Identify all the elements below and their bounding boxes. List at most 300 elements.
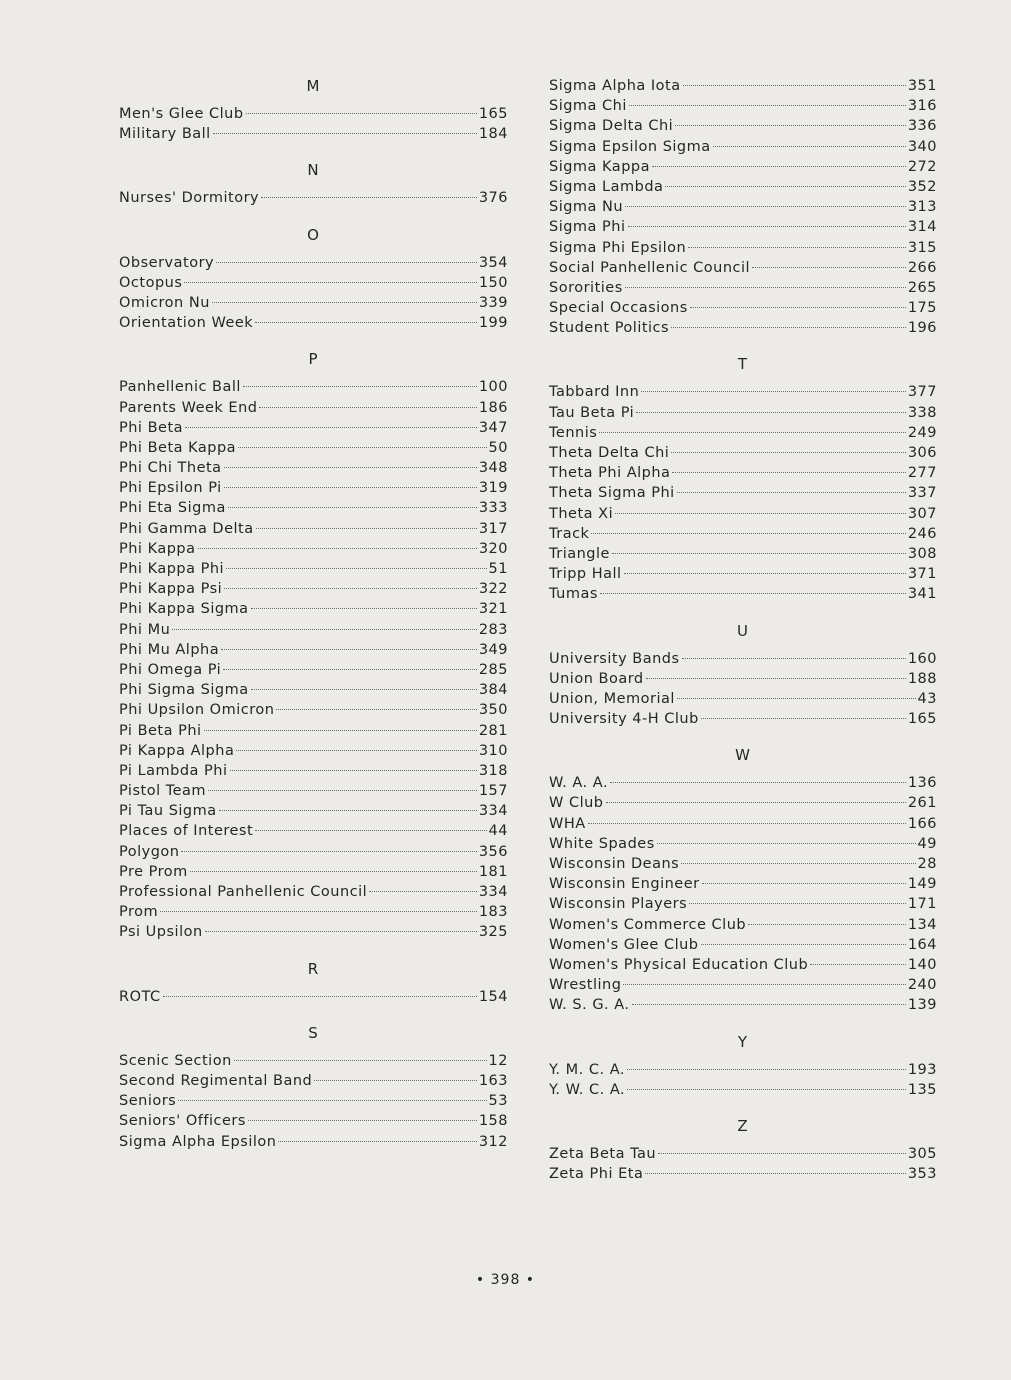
entry-page: 249 [907, 424, 937, 441]
index-entry [119, 1071, 508, 1091]
dot-leader [625, 206, 906, 207]
section-letter: M [306, 77, 321, 95]
index-section [549, 605, 937, 730]
entry-page: 313 [907, 199, 937, 216]
index-entry [119, 478, 508, 498]
dot-leader [230, 770, 477, 771]
entry-page: 164 [907, 936, 937, 953]
index-entry [549, 1144, 937, 1164]
index-entry [119, 1051, 508, 1071]
entry-name: Pre Prom [119, 863, 188, 880]
entry-page: 175 [907, 300, 937, 317]
entry-page: 240 [907, 977, 937, 994]
entry-name: Theta Phi Alpha [549, 465, 671, 482]
entry-name: Sigma Nu [549, 199, 624, 216]
dot-leader [646, 678, 906, 679]
entry-name: Places of Interest [119, 823, 254, 840]
entry-page: 49 [917, 835, 937, 852]
entry-name: Theta Xi [549, 505, 614, 522]
entry-page: 377 [907, 384, 937, 401]
entry-page: 340 [907, 138, 937, 155]
entry-page: 160 [907, 650, 937, 667]
index-entry [549, 238, 937, 258]
entry-name: Sigma Alpha Epsilon [119, 1133, 277, 1150]
index-entry [119, 620, 508, 640]
dot-leader [246, 113, 477, 114]
dot-leader [181, 851, 476, 852]
entry-name: Phi Sigma Sigma [119, 682, 249, 699]
entry-name: Phi Chi Theta [119, 460, 222, 477]
entry-page: 337 [907, 485, 937, 502]
dot-leader [226, 568, 486, 569]
entry-name: Phi Eta Sigma [119, 500, 226, 517]
dot-leader [208, 790, 477, 791]
entry-page: 356 [478, 843, 508, 860]
entry-name: Phi Kappa Sigma [119, 601, 249, 618]
index-entry [549, 915, 937, 935]
entry-name: W. A. A. [549, 775, 609, 792]
entry-name: Nurses' Dormitory [119, 190, 260, 207]
entry-name: WHA [549, 815, 586, 832]
entry-name: Polygon [119, 843, 180, 860]
entry-page: 149 [907, 876, 937, 893]
dot-leader [185, 427, 477, 428]
entry-page: 246 [907, 525, 937, 542]
index-entry [119, 273, 508, 293]
entry-name: Women's Glee Club [549, 936, 699, 953]
entry-name: Phi Gamma Delta [119, 520, 254, 537]
index-section [549, 1100, 937, 1184]
entry-page: 305 [907, 1145, 937, 1162]
dot-leader [681, 863, 915, 864]
entry-page: 266 [907, 259, 937, 276]
dot-leader [690, 307, 906, 308]
entry-name: Phi Beta [119, 419, 184, 436]
index-entry [549, 318, 937, 338]
entry-name: Phi Upsilon Omicron [119, 702, 275, 719]
index-entry [119, 124, 508, 144]
entry-page: 334 [478, 884, 508, 900]
index-entry [549, 773, 937, 793]
dot-leader [689, 903, 906, 904]
section-letter: Z [737, 1116, 749, 1135]
section-letter: T [737, 355, 749, 374]
entry-page: 349 [478, 641, 508, 658]
section-spacer [549, 605, 937, 621]
index-entry [549, 975, 937, 995]
index-entry [119, 781, 508, 801]
entry-page: 188 [907, 670, 937, 687]
entry-page: 50 [488, 439, 508, 456]
index-entry [119, 418, 508, 438]
entry-name: Phi Kappa Psi [119, 581, 223, 598]
entry-page: 158 [478, 1113, 508, 1130]
entry-page: 318 [478, 762, 508, 779]
index-entry [119, 700, 508, 720]
dot-leader [224, 467, 477, 468]
dot-leader [701, 944, 906, 945]
entry-page: 354 [478, 254, 508, 271]
entry-page: 140 [907, 956, 937, 973]
entry-page: 157 [478, 783, 508, 800]
index-entry [549, 689, 937, 709]
index-section [119, 76, 508, 144]
index-section [119, 943, 508, 1007]
dot-leader [256, 528, 477, 529]
index-entry [119, 559, 508, 579]
entry-name: Pi Tau Sigma [119, 803, 217, 820]
entry-name: Phi Omega Pi [119, 661, 222, 678]
index-entry [549, 177, 937, 197]
index-section [549, 76, 937, 338]
dot-leader [625, 287, 906, 288]
entry-page: 165 [907, 711, 937, 728]
index-entry [549, 96, 937, 116]
dot-leader [238, 447, 486, 448]
dot-leader [588, 823, 906, 824]
entry-name: Social Panhellenic Council [549, 259, 751, 276]
entry-name: University Bands [549, 650, 680, 667]
index-entry [119, 458, 508, 478]
index-entry [119, 1132, 508, 1152]
dot-leader [212, 302, 477, 303]
index-entry [119, 761, 508, 781]
section-spacer [549, 338, 937, 354]
dot-leader [713, 146, 906, 147]
dot-leader [615, 513, 906, 514]
section-letter: W [735, 746, 751, 765]
dot-leader [627, 1069, 906, 1070]
index-entry [119, 882, 508, 902]
entry-name: Sigma Epsilon Sigma [549, 138, 711, 155]
dot-leader [677, 492, 906, 493]
entry-name: Phi Kappa [119, 540, 196, 557]
entry-page: 336 [907, 118, 937, 135]
page-number: • 398 • [475, 1272, 536, 1288]
entry-page: 307 [907, 505, 937, 522]
entry-name: Wisconsin Deans [549, 856, 680, 872]
entry-name: Y. M. C. A. [549, 1061, 625, 1078]
section-letter: R [307, 959, 320, 978]
index-entry [549, 1080, 937, 1100]
index-entry [119, 579, 508, 599]
entry-page: 306 [907, 445, 937, 461]
entry-page: 312 [478, 1133, 508, 1150]
entry-name: Sigma Kappa [549, 158, 650, 175]
dot-leader [255, 322, 477, 323]
section-spacer [119, 144, 508, 160]
entry-page: 12 [488, 1052, 508, 1069]
entry-name: Union, Memorial [549, 690, 675, 707]
index-entry [549, 709, 937, 729]
index-entry [549, 564, 937, 584]
index-entry [549, 793, 937, 813]
entry-page: 154 [478, 988, 508, 1005]
index-entry [119, 801, 508, 821]
entry-page: 166 [907, 815, 937, 832]
entry-page: 196 [907, 320, 937, 337]
entry-page: 281 [478, 722, 508, 739]
entry-name: Sigma Alpha Iota [549, 78, 681, 94]
entry-name: White Spades [549, 835, 655, 852]
entry-page: 333 [478, 500, 508, 517]
section-spacer [119, 209, 508, 225]
entry-page: 322 [478, 581, 508, 598]
entry-page: 308 [907, 545, 937, 562]
entry-name: University 4-H Club [549, 711, 699, 728]
entry-name: Sigma Phi [549, 219, 626, 236]
index-entry [549, 504, 937, 524]
entry-page: 319 [478, 480, 508, 497]
dot-leader [160, 911, 477, 912]
entry-page: 352 [907, 178, 937, 195]
entry-name: Special Occasions [549, 300, 688, 317]
entry-name: Phi Epsilon Pi [119, 480, 222, 497]
index-entry [549, 217, 937, 237]
index-entry [549, 669, 937, 689]
index-column-left [119, 76, 508, 1152]
section-spacer [549, 729, 937, 745]
index-entry [119, 188, 508, 208]
index-section [119, 144, 508, 208]
entry-name: Octopus [119, 274, 183, 291]
entry-name: Triangle [549, 545, 610, 562]
dot-leader [671, 452, 906, 453]
entry-page: 183 [478, 904, 508, 921]
section-letter: Y [737, 1032, 749, 1051]
entry-page: 339 [478, 294, 508, 311]
index-entry [549, 403, 937, 423]
dot-leader [612, 553, 906, 554]
entry-name: Tabbard Inn [549, 384, 640, 401]
dot-leader [672, 472, 905, 473]
section-spacer [549, 1100, 937, 1116]
dot-leader [752, 267, 906, 268]
section-letter: S [308, 1023, 319, 1042]
entry-page: 334 [478, 803, 508, 820]
index-entry [549, 1060, 937, 1080]
entry-page: 186 [478, 399, 508, 416]
dot-leader [223, 669, 477, 670]
entry-page: 351 [907, 78, 937, 94]
dot-leader [645, 1173, 905, 1174]
entry-page: 171 [907, 896, 937, 913]
entry-page: 100 [478, 379, 508, 396]
dot-leader [221, 649, 477, 650]
entry-page: 28 [917, 856, 937, 872]
entry-page: 134 [907, 916, 937, 933]
dot-leader [163, 996, 477, 997]
entry-name: Phi Mu Alpha [119, 641, 220, 658]
index-entry [119, 922, 508, 942]
dot-leader [702, 883, 906, 884]
dot-leader [224, 487, 477, 488]
entry-name: Wisconsin Engineer [549, 876, 700, 893]
entry-name: Seniors [119, 1093, 177, 1110]
entry-name: Women's Commerce Club [549, 916, 747, 933]
index-entry [549, 298, 937, 318]
entry-name: Zeta Beta Tau [549, 1145, 657, 1162]
index-entry [549, 197, 937, 217]
index-entry [549, 834, 937, 854]
dot-leader [259, 407, 476, 408]
index-section [119, 333, 508, 942]
entry-name: Tau Beta Pi [549, 404, 635, 421]
index-entry [549, 157, 937, 177]
dot-leader [701, 718, 906, 719]
dot-leader [369, 891, 477, 892]
dot-leader [314, 1080, 477, 1081]
entry-name: Phi Mu [119, 621, 171, 638]
dot-leader [213, 133, 477, 134]
entry-page: 283 [478, 621, 508, 638]
entry-name: Seniors' Officers [119, 1113, 246, 1130]
entry-name: Pistol Team [119, 783, 207, 800]
index-entry [549, 935, 937, 955]
entry-name: Tennis [549, 424, 598, 441]
dot-leader [236, 750, 476, 751]
index-entry [119, 253, 508, 273]
entry-name: Wrestling [549, 977, 622, 994]
entry-name: Y. W. C. A. [549, 1081, 626, 1098]
dot-leader [251, 608, 477, 609]
dot-leader [216, 262, 477, 263]
index-entry [119, 987, 508, 1007]
dot-leader [606, 802, 906, 803]
entry-page: 165 [478, 106, 508, 122]
index-entry [119, 821, 508, 841]
entry-page: 347 [478, 419, 508, 436]
index-entry [119, 313, 508, 333]
entry-name: W Club [549, 795, 604, 812]
dot-leader [682, 658, 906, 659]
dot-leader [184, 282, 476, 283]
entry-page: 193 [907, 1061, 937, 1078]
entry-name: Second Regimental Band [119, 1072, 313, 1089]
entry-name: Sigma Chi [549, 98, 627, 115]
index-section [119, 1007, 508, 1152]
index-section [119, 209, 508, 334]
entry-page: 341 [907, 586, 937, 603]
entry-page: 163 [478, 1072, 508, 1089]
dot-leader [688, 247, 906, 248]
dot-leader [198, 548, 477, 549]
index-entry [119, 498, 508, 518]
index-entry [549, 874, 937, 894]
dot-leader [624, 573, 906, 574]
dot-leader [172, 629, 477, 630]
dot-leader [224, 588, 477, 589]
entry-name: Theta Sigma Phi [549, 485, 675, 502]
entry-name: Prom [119, 904, 159, 921]
dot-leader [261, 197, 477, 198]
entry-name: Sigma Phi Epsilon [549, 239, 687, 256]
entry-page: 51 [488, 561, 508, 577]
dot-leader [627, 1089, 906, 1090]
entry-name: Track [549, 525, 590, 542]
index-entry [119, 293, 508, 313]
index-entry [119, 104, 508, 124]
index-entry [549, 955, 937, 975]
entry-page: 272 [907, 158, 937, 175]
entry-page: 184 [478, 126, 508, 143]
section-letter: N [307, 161, 320, 180]
entry-name: Union Board [549, 670, 644, 687]
entry-page: 310 [478, 742, 508, 759]
index-entry [119, 519, 508, 539]
index-entry [119, 721, 508, 741]
entry-page: 150 [478, 274, 508, 291]
entry-page: 350 [478, 702, 508, 719]
entry-name: Orientation Week [119, 315, 254, 332]
dot-leader [675, 125, 906, 126]
index-entry [119, 862, 508, 882]
dot-leader [255, 830, 486, 831]
index-entry [119, 377, 508, 397]
entry-page: 139 [907, 997, 937, 1014]
index-entry [549, 544, 937, 564]
dot-leader [219, 810, 477, 811]
entry-page: 43 [917, 690, 937, 707]
entry-name: Men's Glee Club [119, 106, 244, 122]
dot-leader [190, 871, 477, 872]
entry-page: 353 [907, 1166, 937, 1183]
dot-leader [683, 85, 906, 86]
entry-page: 371 [907, 566, 937, 583]
entry-name: Phi Beta Kappa [119, 439, 237, 456]
entry-page: 285 [478, 661, 508, 678]
dot-leader [178, 1100, 486, 1101]
entry-name: Sororities [549, 279, 623, 296]
entry-name: Pi Kappa Alpha [119, 742, 235, 759]
dot-leader [610, 782, 906, 783]
section-letter: O [307, 225, 320, 244]
dot-leader [228, 507, 477, 508]
dot-leader [652, 166, 906, 167]
entry-page: 320 [478, 540, 508, 557]
index-column-right [549, 76, 937, 1184]
entry-page: 53 [488, 1093, 508, 1110]
dot-leader [234, 1060, 487, 1061]
entry-name: Sigma Lambda [549, 178, 664, 195]
dot-leader [671, 327, 906, 328]
entry-name: Pi Beta Phi [119, 722, 202, 739]
section-spacer [119, 333, 508, 349]
entry-page: 321 [478, 601, 508, 618]
section-spacer [549, 1016, 937, 1032]
index-entry [119, 842, 508, 862]
index-entry [549, 814, 937, 834]
section-letter: P [308, 350, 319, 369]
index-entry [549, 894, 937, 914]
entry-name: Professional Panhellenic Council [119, 884, 368, 900]
index-entry [119, 1091, 508, 1111]
entry-page: 181 [478, 863, 508, 880]
section-letter: U [737, 621, 749, 640]
dot-leader [278, 1141, 476, 1142]
index-entry [549, 995, 937, 1015]
entry-page: 44 [488, 823, 508, 840]
index-entry [119, 640, 508, 660]
dot-leader [632, 1004, 906, 1005]
dot-leader [657, 843, 916, 844]
dot-leader [658, 1153, 906, 1154]
index-entry [119, 539, 508, 559]
index-entry [549, 116, 937, 136]
entry-name: Parents Week End [119, 399, 258, 416]
dot-leader [600, 593, 906, 594]
index-entry [549, 137, 937, 157]
